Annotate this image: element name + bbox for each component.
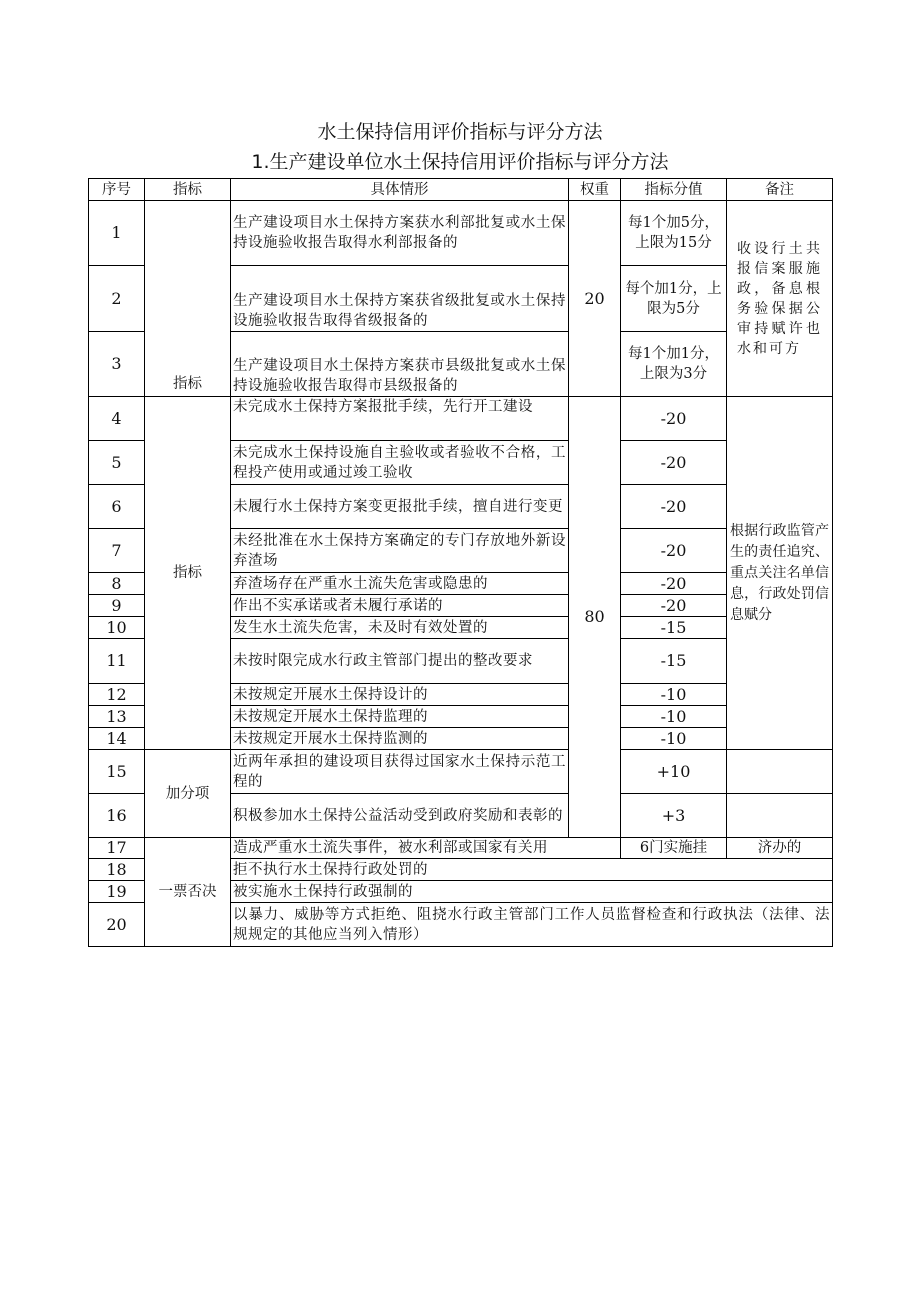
row-description: 生产建设项目水土保持方案获省级批复或水土保持设施验收报告取得省级报备的 [231,266,569,332]
weight-cell: 20 [569,201,621,397]
row-description: 发生水土流失危害，未及时有效处置的 [231,617,569,639]
row-score: -15 [621,639,727,684]
row-description: 未完成水土保持方案报批手续，先行开工建设 [231,397,569,441]
row-number: 17 [89,838,145,859]
row-description: 生产建设项目水土保持方案获市县级批复或水土保持设施验收报告取得市县级报备的 [231,332,569,397]
row-score: 每个加1分，上限为5分 [621,266,727,332]
row-score: -20 [621,397,727,441]
row-description: 作出不实承诺或者未履行承诺的 [231,595,569,617]
remark-cell: 根据行政监管产生的责任追究、重点关注名单信息，行政处罚信息赋分 [727,397,833,750]
row-score: +10 [621,750,727,794]
indicator-group-cell: 指标 [145,397,231,750]
remark-cell [727,750,833,794]
remark-cell [727,794,833,838]
row-number: 16 [89,794,145,838]
header-cell: 具体情形 [231,179,569,201]
row-score: -10 [621,684,727,706]
remark-cell: 济办的 [727,838,833,859]
row-description: 未按时限完成水行政主管部门提出的整改要求 [231,639,569,684]
row-number: 20 [89,903,145,947]
row-description: 未按规定开展水土保持监测的 [231,728,569,750]
table-row [89,397,833,441]
row-number: 11 [89,639,145,684]
row-number: 5 [89,441,145,485]
row-number: 6 [89,485,145,529]
header-cell: 指标分值 [621,179,727,201]
row-number: 9 [89,595,145,617]
row-score: 6门实施挂 [621,838,727,859]
row-number: 13 [89,706,145,728]
row-description: 生产建设项目水土保持方案获水利部批复或水土保持设施验收报告取得水利部报备的 [231,201,569,266]
row-number: 14 [89,728,145,750]
table-row [89,201,833,266]
row-score: +3 [621,794,727,838]
table-row [89,750,833,794]
row-description: 以暴力、威胁等方式拒绝、阻挠水行政主管部门工作人员监督检查和行政执法（法律、法规规定的其他应当列入情形） [231,903,833,947]
row-description: 积极参加水土保持公益活动受到政府奖励和表彰的 [231,794,569,838]
row-number: 12 [89,684,145,706]
row-number: 4 [89,397,145,441]
row-score: -10 [621,706,727,728]
row-description: 未履行水土保持方案变更报批手续，擅自进行变更 [231,485,569,529]
header-cell: 备注 [727,179,833,201]
row-score: -20 [621,485,727,529]
row-score: 每1个加1分，上限为3分 [621,332,727,397]
table-header-row [89,179,833,201]
row-number: 7 [89,529,145,573]
row-description: 未完成水土保持设施自主验收或者验收不合格，工程投产使用或通过竣工验收 [231,441,569,485]
row-score: -20 [621,573,727,595]
row-number: 1 [89,201,145,266]
row-number: 2 [89,266,145,332]
table-row [89,838,833,859]
row-number: 18 [89,859,145,881]
row-score: -20 [621,529,727,573]
indicator-group-cell: 一票否决 [145,838,231,947]
row-number: 19 [89,881,145,903]
remark-cell: 收设行土共报信案服施政，备息根务验保据公审持赋许也水和可方 [727,201,833,397]
document-title: 水土保持信用评价指标与评分方法 [317,121,603,143]
row-description: 未按规定开展水土保持设计的 [231,684,569,706]
row-description: 造成严重水土流失事件，被水利部或国家有关用 [231,838,621,859]
row-number: 10 [89,617,145,639]
row-description: 拒不执行水土保持行政处罚的 [231,859,833,881]
row-score: -15 [621,617,727,639]
header-cell: 序号 [89,179,145,201]
indicator-group-cell: 指标 [145,201,231,397]
indicator-group-cell: 加分项 [145,750,231,838]
row-number: 15 [89,750,145,794]
header-cell: 权重 [569,179,621,201]
weight-cell: 80 [569,397,621,838]
row-score: -20 [621,441,727,485]
row-description: 未经批准在水土保持方案确定的专门存放地外新设弃渣场 [231,529,569,573]
row-score: 每1个加5分，上限为15分 [621,201,727,266]
row-number: 8 [89,573,145,595]
row-description: 被实施水土保持行政强制的 [231,881,833,903]
row-score: -20 [621,595,727,617]
row-description: 弃渣场存在严重水土流失危害或隐患的 [231,573,569,595]
row-score: -10 [621,728,727,750]
row-description: 近两年承担的建设项目获得过国家水土保持示范工程的 [231,750,569,794]
evaluation-table [88,178,833,947]
document-subtitle: 1.生产建设单位水土保持信用评价指标与评分方法 [251,151,669,173]
row-number: 3 [89,332,145,397]
header-cell: 指标 [145,179,231,201]
row-description: 未按规定开展水土保持监理的 [231,706,569,728]
